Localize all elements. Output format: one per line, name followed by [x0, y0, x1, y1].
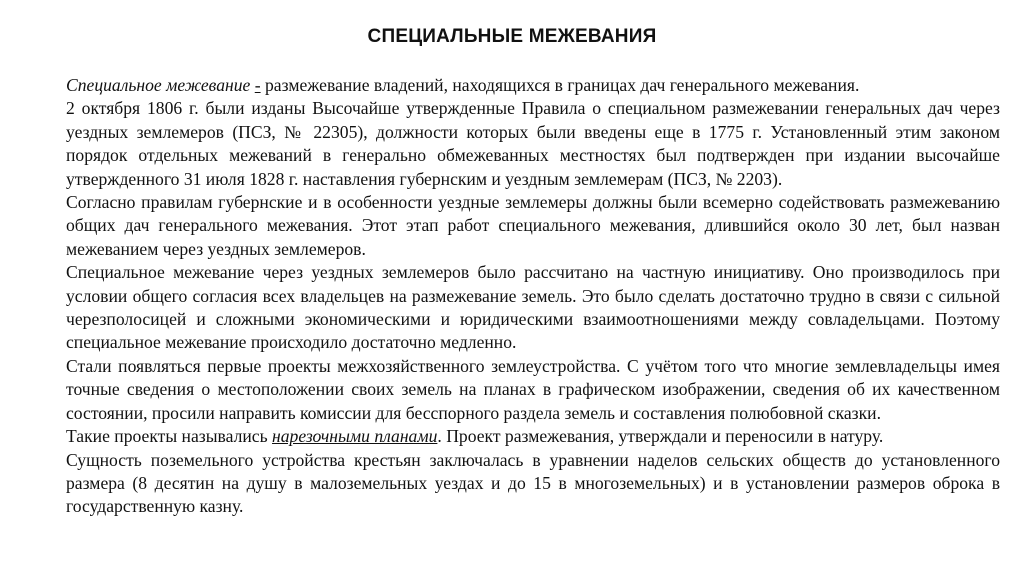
paragraph-surveyors: Согласно правилам губернские и в особенности уездные землемеры должны были всемерно содействовать размежеванию общих дач генерального межевания. Этот этап работ специального межевания, длившийся около 30 лет, был назван межеванием через уездных землемеров.	[66, 192, 1000, 259]
paragraph-1806-rules: 2 октября 1806 г. были изданы Высочайше утвержденные Правила о специальном размежевании генеральных дач через уездных землемеров (ПСЗ, № 22305), должности которых были введены еще в 1775 г. Установленный этим законом порядок отдельных межеваний в генерально обмежеванных местностях был подтвержден при издании высочайше утвержденного 31 июля 1828 г. наставления губернским и уездным землемерам (ПСЗ, № 2203).	[66, 98, 1000, 189]
paragraph-private-initiative: Специальное межевание через уездных землемеров было рассчитано на частную инициативу. Оно производилось при условии общего согласия всех владельцев на размежевание земель. Это было сделать достаточно трудно в связи с сильной черезполосицей и сложными экономическими и юридическими взаимоотношениями между совладельцами. Поэтому специальное межевание происходило достаточно медленно.	[66, 262, 1000, 353]
paragraph-cutting-plans	[66, 425, 1000, 448]
page-title: СПЕЦИАЛЬНЫЕ МЕЖЕВАНИЯ	[367, 26, 657, 47]
term-cutting-plans: нарезочными планами	[272, 426, 438, 447]
body-text	[66, 74, 1000, 519]
paragraph-first-projects: Стали появляться первые проекты межхозяйственного землеустройства. С учётом того что многие землевладельцы имея точные сведения о местоположении своих земель на планах в графическом изображении, сведения об их качественном состоянии, просили направить комиссии для бесспорного раздела земель и составления полюбовной сказки.	[66, 355, 1000, 423]
definition-text: размежевание владений, находящихся в границах дач генерального межевания.	[260, 75, 860, 95]
paragraph-definition	[66, 74, 1000, 97]
cutting-plans-before: Такие проекты назывались	[66, 426, 273, 447]
term-special-survey: Специальное межевание	[66, 75, 251, 95]
definition-dash: -	[254, 75, 261, 95]
cutting-plans-after: . Проект размежевания, утверждали и переносили в натуру.	[437, 426, 884, 447]
paragraph-peasant-land: Сущность поземельного устройства крестьян заключалась в уравнении наделов сельских обществ до установленного размера (8 десятин на душу в малоземельных уездах и до 15 в многоземельных) и в установлении размеров оброка в государственную казну.	[66, 449, 1000, 517]
